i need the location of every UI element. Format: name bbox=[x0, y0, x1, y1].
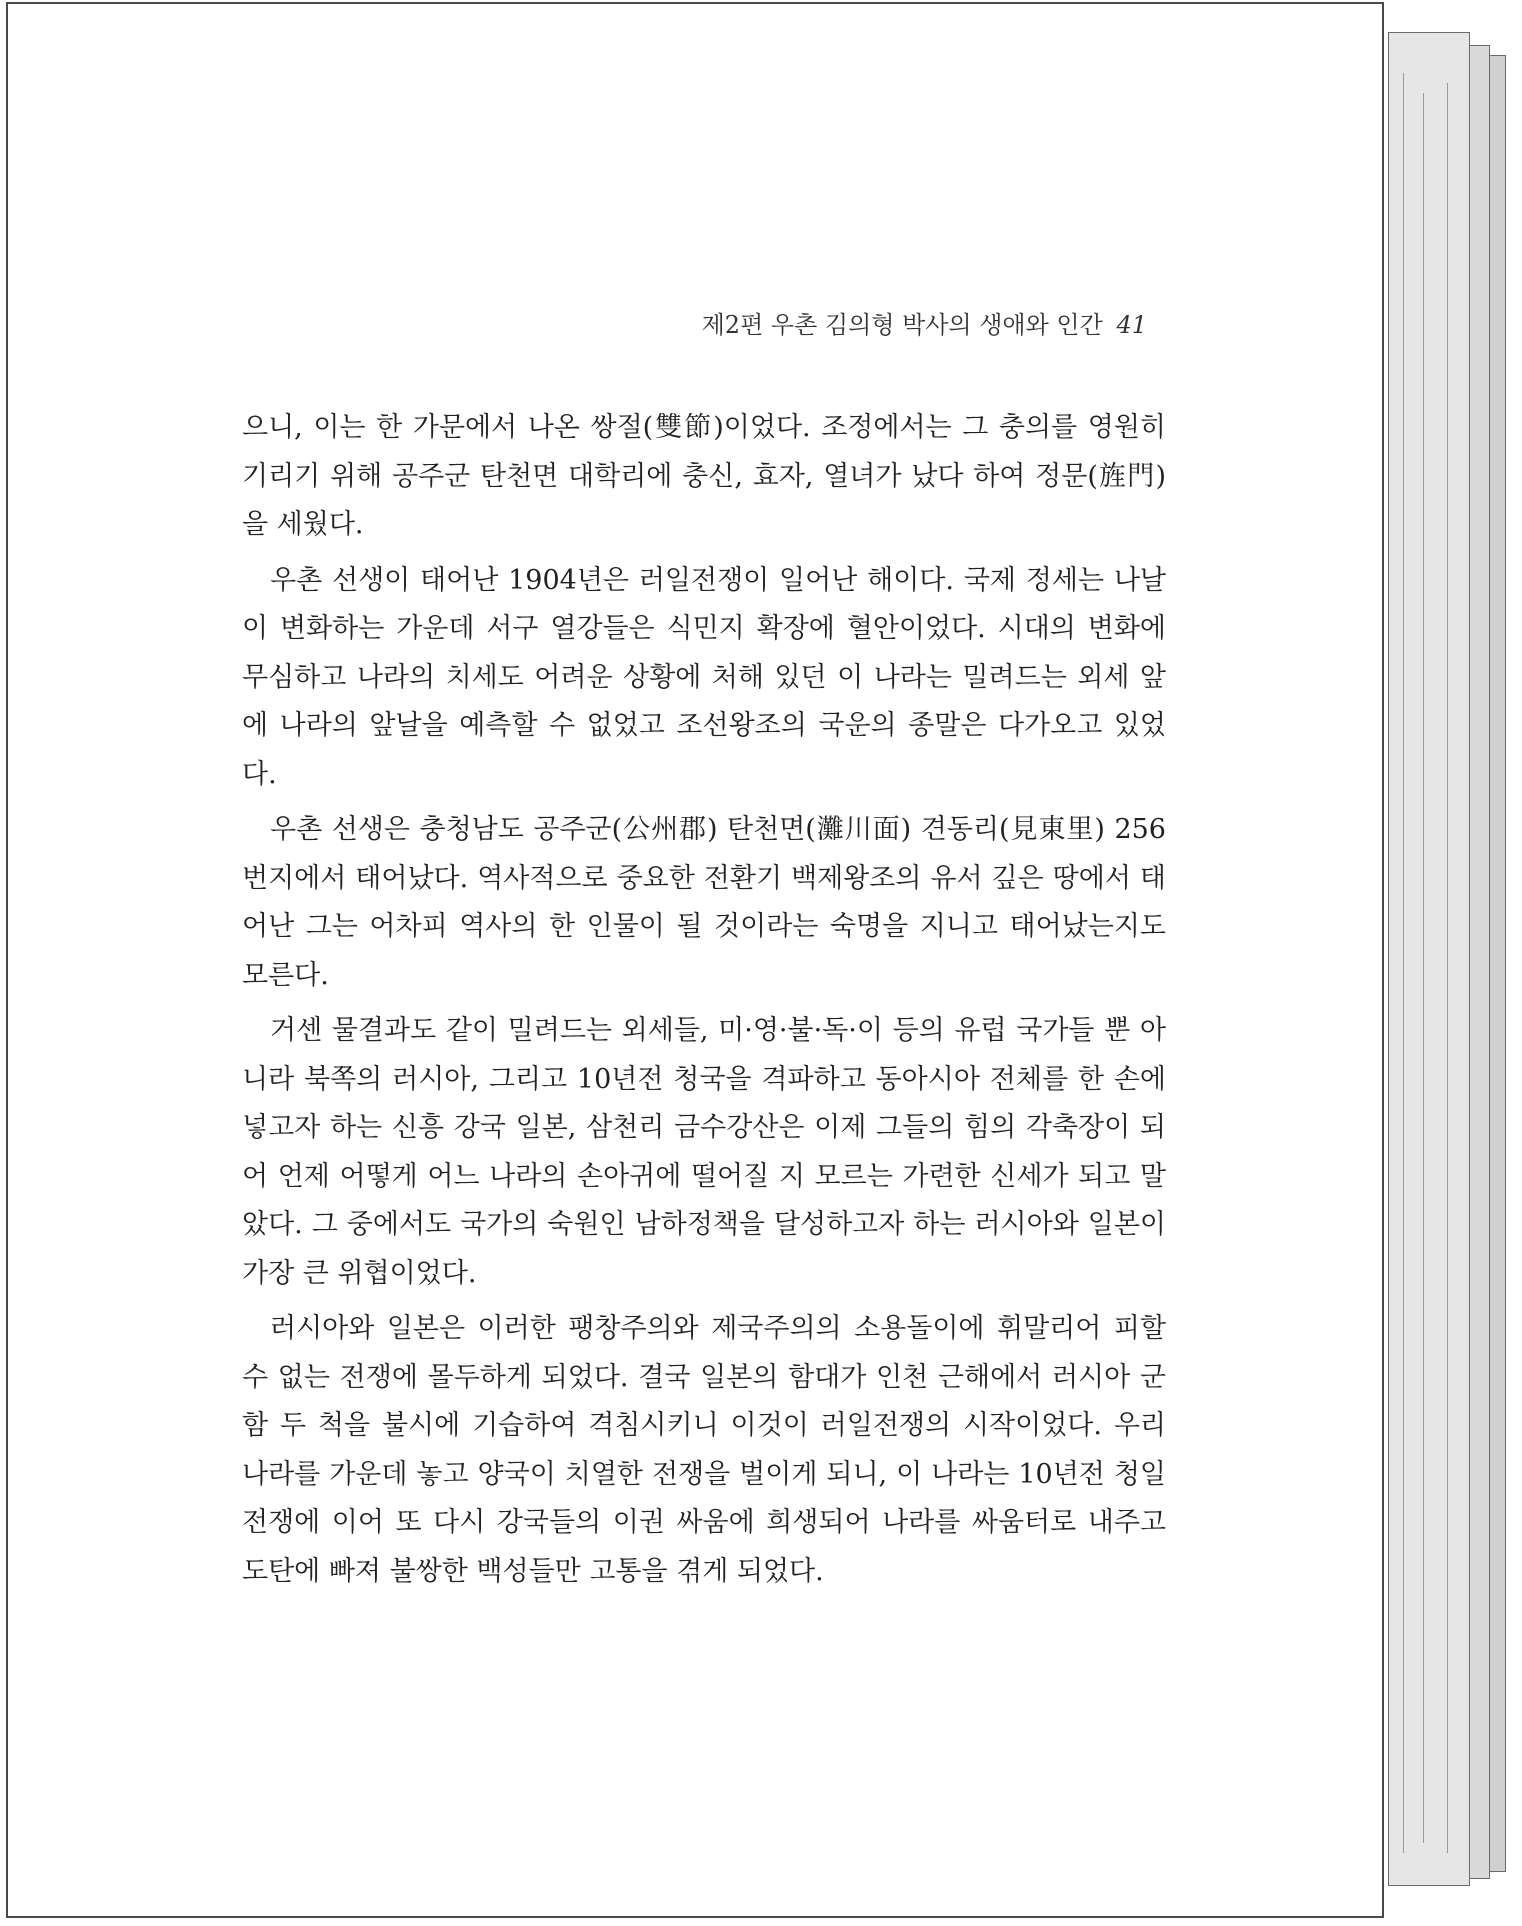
page-stack-edge bbox=[1388, 32, 1470, 1886]
paragraph: 우촌 선생이 태어난 1904년은 러일전쟁이 일어난 해이다. 국제 정세는 나날이 변화하는 가운데 서구 열강들은 식민지 확장에 혈안이었다. 시대의 변화에 무심하고 나라의 치세도 어려운 상황에 처해 있던 이 나라는 밀려드는 외세 앞에 나라의 앞날을 예측할 수 없었고 조선왕조의 국운의 종말은 다가오고 있었다. bbox=[242, 564, 1166, 790]
paragraph: 우촌 선생은 충청남도 공주군(公州郡) 탄천면(灘川面) 견동리(見東里) 256번지에서 태어났다. 역사적으로 중요한 전환기 백제왕조의 유서 깊은 땅에서 태어난 그는 어차피 역사의 한 인물이 될 것이라는 숙명을 지니고 태어났는지도 모른다. bbox=[242, 814, 1166, 991]
page-number: 41 bbox=[1116, 311, 1147, 339]
paragraph: 거센 물결과도 같이 밀려드는 외세들, 미·영·불·독·이 등의 유럽 국가들 뿐 아니라 북쪽의 러시아, 그리고 10년전 청국을 격파하고 동아시아 전체를 한 손에 넣고자 하는 신흥 강국 일본, 삼천리 금수강산은 이제 그들의 힘의 각축장이 되어 언제 어떻게 어느 나라의 손아귀에 떨어질 지 모르는 가련한 신세가 되고 말았다. 그 중에서도 국가의 숙원인 남하정책을 달성하고자 하는 러시아와 일본이 가장 큰 위협이었다. bbox=[242, 1015, 1166, 1289]
running-header bbox=[702, 305, 1147, 340]
paragraph: 러시아와 일본은 이러한 팽창주의와 제국주의의 소용돌이에 휘말리어 피할 수 없는 전쟁에 몰두하게 되었다. 결국 일본의 함대가 인천 근해에서 러시아 군함 두 척을 불시에 기습하여 격침시키니 이것이 러일전쟁의 시작이었다. 우리 나라를 가운데 놓고 양국이 치열한 전쟁을 벌이게 되니, 이 나라는 10년전 청일전쟁에 이어 또 다시 강국들의 이권 싸움에 희생되어 나라를 싸움터로 내주고 도탄에 빠져 불쌍한 백성들만 고통을 겪게 되었다. bbox=[242, 1313, 1166, 1587]
body-text bbox=[242, 404, 1166, 1603]
book-page bbox=[6, 2, 1384, 1918]
running-title: 제2편 우촌 김의형 박사의 생애와 인간 bbox=[701, 311, 1103, 339]
paragraph: 으니, 이는 한 가문에서 나온 쌍절(雙節)이었다. 조정에서는 그 충의를 영원히 기리기 위해 공주군 탄천면 대학리에 충신, 효자, 열녀가 났다 하여 정문(旌門)을 세웠다. bbox=[242, 412, 1166, 540]
